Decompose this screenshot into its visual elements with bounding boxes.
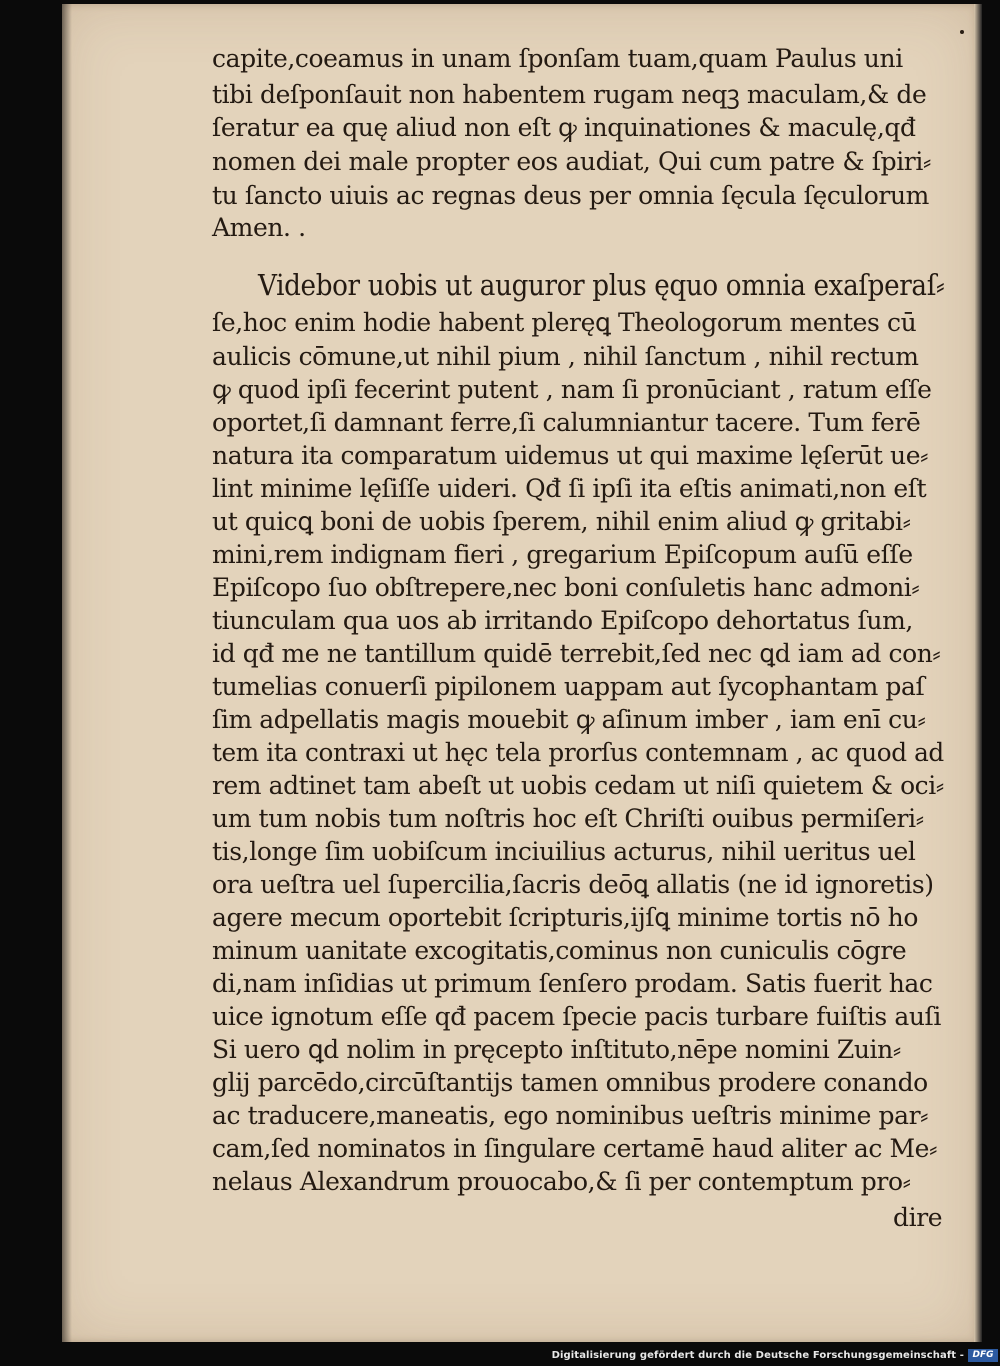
text-line: id qđ me ne tantillum quidē terrebit,ſed nec ꝗd iam ad con⸗ [212, 639, 941, 668]
text-line: Epiſcopo ſuo obſtrepere,nec boni conſuletis hanc admoni⸗ [212, 573, 920, 602]
dfg-logo: DFG [968, 1349, 998, 1362]
text-line: ſeratur ea quę aliud non eſt ꝙ inquinationes & maculę,qđ [212, 113, 916, 142]
text-line: um tum nobis tum noſtris hoc eſt Chriſti ouibus permiſeri⸗ [212, 804, 924, 833]
text-line: ſim adpellatis magis mouebit ꝙ aſinum imber , iam enī cu⸗ [212, 705, 926, 734]
catchword: dire [893, 1203, 943, 1232]
text-line: rem adtinet tam abeſt ut uobis cedam ut niſi quietem & oci⸗ [212, 771, 944, 800]
text-line: lint minime lęſiſſe uideri. Qđ ſi ipſi ita eſtis animati,non eſt [212, 474, 927, 503]
digitization-footer [0, 1344, 1000, 1366]
text-line: nomen dei male propter eos audiat, Qui cum patre & ſpiri⸗ [212, 147, 931, 176]
text-line: tiunculam qua uos ab irritando Epiſcopo dehortatus ſum, [212, 606, 913, 635]
text-line: aulicis cōmune,ut nihil pium , nihil ſanctum , nihil rectum [212, 342, 919, 371]
text-line: ut quicꝗ boni de uobis ſperem, nihil enim aliud ꝙ gritabi⸗ [212, 507, 911, 536]
text-line: mini,rem indignam fieri , gregarium Epiſcopum auſū eſſe [212, 540, 913, 569]
text-line: agere mecum oportebit ſcripturis,ijſꝗ minime tortis nō ho [212, 903, 918, 932]
text-line: tibi deſponſauit non habentem rugam neqꝫ maculam,& de [212, 80, 927, 109]
text-line: tis,longe ſim uobiſcum inciuilius acturus, nihil ueritus uel [212, 837, 916, 866]
text-line: natura ita comparatum uidemus ut qui maxime lęſerūt ue⸗ [212, 441, 929, 470]
text-line: Amen. . [212, 213, 306, 242]
text-line: ſe,hoc enim hodie habent pleręꝗ Theologorum mentes cū [212, 308, 917, 337]
text-line: tem ita contraxi ut hęc tela prorſus contemnam , ac quod ad [212, 738, 944, 767]
text-line: nelaus Alexandrum prouocabo,& ſi per contemptum pro⸗ [212, 1167, 911, 1196]
text-line: tu ſancto uiuis ac regnas deus per omnia ſęcula ſęculorum [212, 181, 929, 210]
text-line: ac traducere,maneatis, ego nominibus ueſtris minime par⸗ [212, 1101, 929, 1130]
text-line: capite,coeamus in unam ſponſam tuam,quam Paulus uni [212, 44, 903, 73]
text-line: ꝙ quod ipſi fecerint putent , nam ſi pronūciant , ratum eſſe [212, 375, 932, 404]
text-line: Si uero ꝗd nolim in pręcepto inſtituto,nēpe nomini Zuin⸗ [212, 1035, 901, 1064]
funding-credit: Digitalisierung gefördert durch die Deutsche Forschungsgemeinschaft - [551, 1350, 964, 1361]
text-line: oportet,ſi damnant ferre,ſi calumniantur tacere. Tum ferē [212, 408, 921, 437]
text-line: ora ueſtra uel ſupercilia,ſacris deōꝗ allatis (ne id ignoretis) [212, 870, 934, 899]
text-line: glij parcēdo,circūſtantijs tamen omnibus prodere conando [212, 1068, 928, 1097]
text-line: tumelias conuerſi pipilonem uappam aut ſycophantam paſ [212, 672, 925, 701]
text-line: di,nam inſidias ut primum ſenſero prodam. Satis fuerit hac [212, 969, 933, 998]
text-line: minum uanitate excogitatis,cominus non cuniculis cōgre [212, 936, 907, 965]
text-line: cam,ſed nominatos in ſingulare certamē haud aliter ac Me⸗ [212, 1134, 937, 1163]
text-line: uice ignotum eſſe qđ pacem ſpecie pacis turbare fuiſtis auſi [212, 1002, 941, 1031]
paragraph-first-line: Videbor uobis ut auguror plus ęquo omnia exaſperaſ⸗ [258, 268, 945, 302]
